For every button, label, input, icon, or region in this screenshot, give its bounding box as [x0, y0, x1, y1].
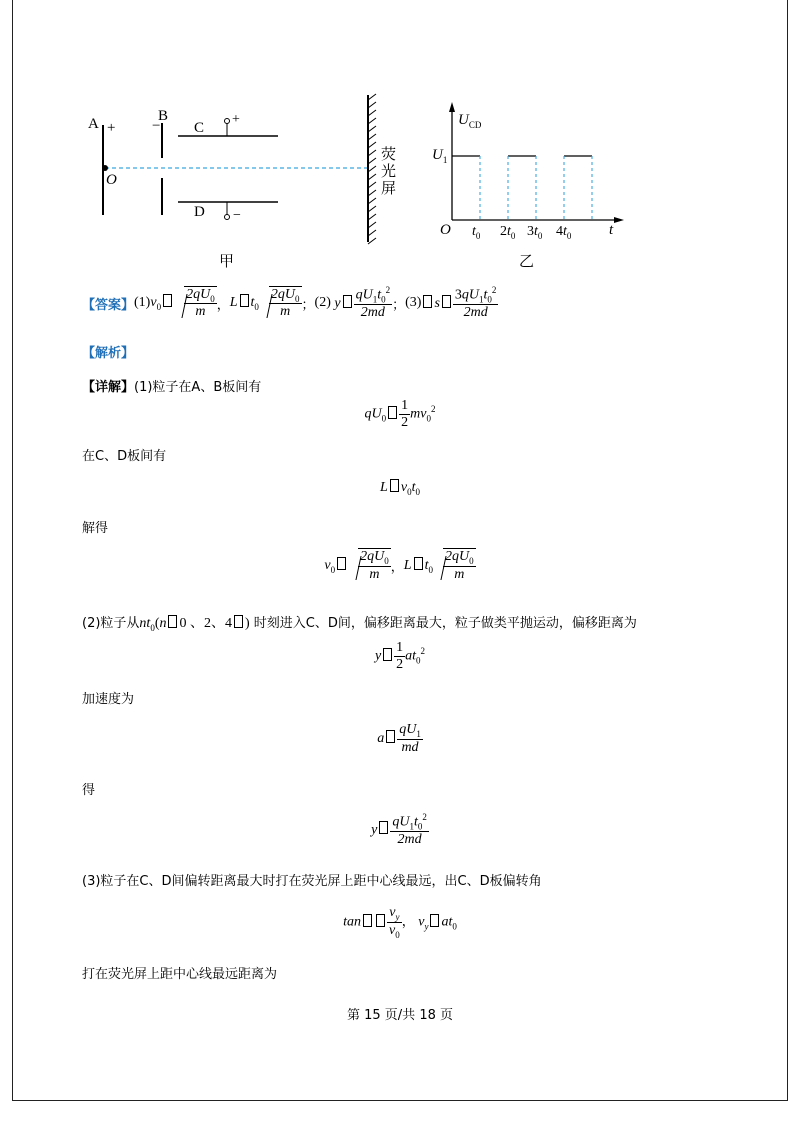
tick-3t0: $3t_0$	[527, 224, 543, 241]
detail-line-8: 打在荧光屏上距中心线最远距离为	[82, 967, 278, 982]
label-a-plus: +	[107, 120, 116, 136]
origin-label: O	[440, 222, 451, 238]
page-footer: 第 15 页/共 18 页	[347, 1008, 453, 1023]
apparatus-diagram	[80, 90, 400, 250]
label-b: B	[158, 108, 169, 124]
answer-tag: 【答案】	[82, 297, 135, 313]
tick-2t0: $2t_0$	[500, 224, 516, 241]
detail-line-4: (2)粒子从$nt_0(n$ 0 、2、4 ) 时刻进入C、D间，偏移距离最大，粒子做类平抛运动，偏移距离为	[82, 616, 637, 633]
label-d-minus: −	[233, 208, 241, 223]
eq-solution: $v_0$ $\frac{2qU_0}{m}$ ， L $t_0$ $\frac{2qU_0}{m}$	[324, 549, 474, 582]
detail-line-2: 在C、D板间有	[82, 449, 167, 464]
tick-t0: $t_0$	[472, 224, 481, 241]
eq-acceleration: a $\frac{qU_1}{md}$	[377, 722, 421, 755]
label-c: C	[194, 120, 205, 136]
tick-4t0: $4t_0$	[556, 224, 572, 241]
answer-line: 【答案】 (1) $v_0$ $\frac{2qU_0}{m}$ ， L $t_0$ $\frac{2qU_0}{m}$ ； (2) y $\frac{qU_1t_0^2}{2md}$ ； (3) s $\frac{3qU_1t_0^2}{2md}$	[82, 284, 497, 321]
label-c-plus: +	[232, 112, 240, 127]
detail-line-7: (3)粒子在C、D间偏转距离最大时打在荧光屏上距中心线最远，出C、D板偏转角	[82, 874, 542, 889]
eq-result-y: y $\frac{qU_1t_0^2}{2md}$	[371, 812, 427, 848]
detail-line-5: 加速度为	[82, 692, 135, 707]
label-o: O	[106, 172, 117, 188]
detail-line-1: 【详解】(1)粒子在A、B板间有	[82, 380, 262, 395]
label-b-minus: −	[152, 118, 161, 134]
eq-energy: $qU_0$ $\frac{1}{2}$ $mv_0^2$	[364, 398, 436, 430]
label-d: D	[194, 204, 205, 220]
x-axis-label: t	[609, 222, 614, 238]
detail-line-3: 解得	[82, 521, 109, 536]
eq-angle: tan $\frac{v_y}{v_0}$ ， $v_y$ $at_0$	[343, 905, 457, 940]
y-level-label: $U_1$	[432, 147, 448, 165]
caption-yi: 乙	[519, 252, 535, 270]
caption-jia: 甲	[219, 252, 235, 270]
eq-displacement: y $\frac{1}{2}$ $at_0^2$	[374, 640, 426, 672]
eq-length: L $v_0t_0$	[380, 480, 420, 497]
detail-line-6: 得	[82, 783, 96, 798]
y-axis-label: $U_{CD}$	[458, 112, 482, 130]
label-a: A	[88, 116, 99, 132]
analysis-tag: 【解析】	[82, 346, 135, 361]
screen-label: 荧 光 屏	[381, 145, 397, 197]
